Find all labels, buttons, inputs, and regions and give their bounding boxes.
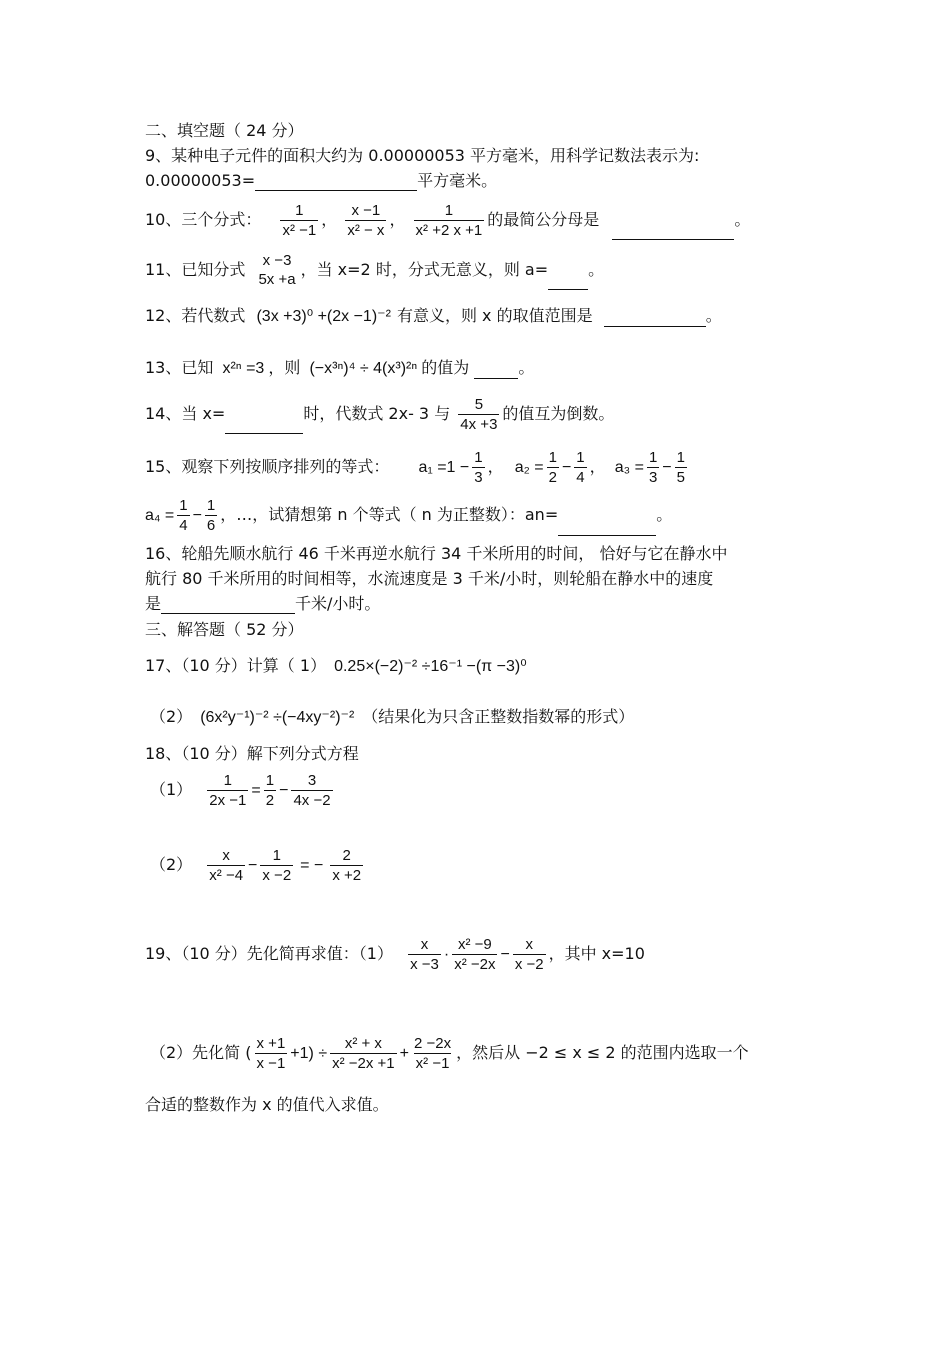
q15-a4-fraction-1: $\frac{1}{4}$ bbox=[179, 496, 188, 534]
q13: 13、已知 x²ⁿ =3 ，则 (−x³ⁿ)⁴ ÷ 4(x³)²ⁿ 的值为 。 bbox=[145, 358, 535, 377]
q19-p2-fraction-1: $\frac{x +1}{x -1}$ bbox=[256, 1034, 286, 1072]
q9-line1: 9、某种电子元件的面积大约为 0.00000053 平方毫米，用科学记数法表示为: bbox=[145, 146, 700, 165]
q11-answer-blank bbox=[548, 273, 588, 290]
q12: 12、若代数式 (3x +3)⁰ +(2x −1)⁻² 有意义，则 x 的取值范围是 。 bbox=[145, 306, 722, 325]
q10-fraction-2: $\frac{x -1}{\text{x² − x}}$ bbox=[347, 201, 385, 239]
q15-a3-fraction-1: $\frac{1}{3}$ bbox=[648, 448, 658, 486]
q18-p1-fraction-3: $\frac{3}{4x -2}$ bbox=[293, 771, 331, 809]
q9-suffix: 平方毫米。 bbox=[417, 171, 498, 190]
q13-given: x²ⁿ =3 bbox=[222, 360, 265, 377]
q17-line2: （2） (6x²y⁻¹)⁻² ÷(−4xy⁻²)⁻² （结果化为只含正整数指数幂的形式） bbox=[150, 707, 635, 726]
q16-answer-blank bbox=[161, 597, 295, 614]
q18-part2: （2） $\frac{x}{\text{x² −4}}$ − $\frac{1}{x -2}$ = − $\frac{2}{x +2}$ bbox=[150, 846, 362, 884]
q15-a2-fraction-1: $\frac{1}{2}$ bbox=[548, 448, 557, 486]
q19-part2: （2）先化简 ( $\frac{x +1}{x -1}$ +1) ÷ $\frac{\text{x² + x}}{\text{x² −2x +1}}$ + $\frac{2 -2x}{\text{x² −1}}$ ，然后从 −2 ≤ x ≤ 2 的范围内选取一个 bbox=[150, 1034, 749, 1072]
q15-line2-text: ，…，试猜想第 n 个等式（ n 为正整数）：an= bbox=[220, 505, 559, 524]
q18-p1-fraction-2: $\frac{1}{2}$ bbox=[265, 771, 275, 809]
q12-expression: (3x +3)⁰ +(2x −1)⁻² bbox=[256, 308, 391, 325]
q17-expression-1: 0.25×(−2)⁻² ÷16⁻¹ −(π −3)⁰ bbox=[334, 658, 527, 675]
q11-prefix: 11、已知分式 bbox=[145, 260, 246, 279]
q18-p2-fraction-3: $\frac{2}{x +2}$ bbox=[332, 846, 362, 884]
q14-prefix: 14、当 x= bbox=[145, 404, 226, 423]
q13-answer-blank bbox=[474, 362, 518, 379]
q18-title: 18、（10 分）解下列分式方程 bbox=[145, 744, 359, 763]
q19-suffix: ，其中 x=10 bbox=[548, 944, 645, 963]
q18-p2-fraction-2: $\frac{1}{x -2}$ bbox=[262, 846, 292, 884]
q15-a1-fraction: $\frac{1}{3}$ bbox=[474, 448, 483, 486]
q19-p2-fraction-3: $\frac{2 -2x}{\text{x² −1}}$ bbox=[413, 1034, 452, 1072]
q9-answer-blank bbox=[255, 174, 417, 191]
q19-part1: 19、（10 分）先化简再求值：（1） $\frac{x}{x -3}$ · $\frac{\text{x² −9}}{\text{x² −2x}}$ − $\frac{x}{x -2}$ ，其中 x=10 bbox=[145, 935, 645, 973]
q15-a4-fraction-2: $\frac{1}{6}$ bbox=[206, 496, 216, 534]
q10-suffix: 的最简公分母是 bbox=[487, 210, 600, 229]
q19-p2-fraction-2: $\frac{\text{x² + x}}{\text{x² −2x +1}}$ bbox=[332, 1034, 395, 1072]
q13-prefix: 13、已知 bbox=[145, 358, 214, 377]
q14-suffix: 的值互为倒数。 bbox=[502, 404, 615, 423]
q19-fraction-2: $\frac{\text{x² −9}}{\text{x² −2x}}$ bbox=[454, 935, 496, 973]
q13-suffix: 的值为 bbox=[421, 358, 470, 377]
q18-p1-fraction-1: $\frac{1}{2x -1}$ bbox=[209, 771, 247, 809]
q19-part2-line2: 合适的整数作为 x 的值代入求值。 bbox=[145, 1095, 389, 1114]
q15-line2: a₄ = $\frac{1}{4}$ − $\frac{1}{6}$ ，…，试猜想第 n 个等式（ n 为正整数）：an= 。 bbox=[145, 495, 672, 536]
q17-line1: 17、（10 分）计算（ 1） 0.25×(−2)⁻² ÷16⁻¹ −(π −3)⁰ bbox=[145, 656, 527, 675]
q15-prefix: 15、观察下列按顺序排列的等式： bbox=[145, 457, 390, 476]
q10-answer-blank bbox=[612, 223, 734, 240]
q17-note: （结果化为只含正整数指数幂的形式） bbox=[362, 707, 635, 726]
q16-line1: 16、轮船先顺水航行 46 千米再逆水航行 34 千米所用的时间， 恰好与它在静水中 bbox=[145, 544, 728, 563]
q15-a3-fraction-2: $\frac{1}{5}$ bbox=[676, 448, 685, 486]
q10-fraction-3: $\frac{1}{\text{x² +2 x +1}}$ bbox=[415, 201, 483, 239]
q11: 11、已知分式 x −3 5x +a ，当 x=2 时，分式无意义，则 a= 。 bbox=[145, 252, 605, 288]
section-3-title: 三、解答题（ 52 分） bbox=[145, 620, 304, 639]
q19-fraction-1: $\frac{x}{x -3}$ bbox=[410, 935, 439, 973]
q14-answer-blank bbox=[225, 417, 303, 434]
q14 bbox=[145, 394, 614, 434]
q18-part1: （1） $\frac{1}{2x -1}$ = $\frac{1}{2}$ − $\frac{3}{4x -2}$ bbox=[150, 771, 331, 809]
section-2-title: 二、填空题（ 24 分） bbox=[145, 121, 304, 140]
q18-p2-fraction-1: $\frac{x}{\text{x² −4}}$ bbox=[209, 846, 244, 884]
q14-fraction: $\frac{5}{4x +3}$ bbox=[460, 395, 498, 433]
q16-line3: 是 千米/小时。 bbox=[145, 594, 381, 613]
q17-expression-2: (6x²y⁻¹)⁻² ÷(−4xy⁻²)⁻² bbox=[200, 709, 355, 726]
q14-mid: 时，代数式 2x- 3 与 bbox=[303, 404, 451, 423]
q10-fraction-1: $\frac{1}{\text{x² −1}}$ bbox=[282, 201, 317, 239]
q9-prefix: 0.00000053= bbox=[145, 171, 256, 190]
q12-suffix: 有意义，则 x 的取值范围是 bbox=[396, 306, 593, 325]
q15-line1: 15、观察下列按顺序排列的等式： a₁ =1 − $\frac{1}{3}$ ， a₂ = $\frac{1}{2}$ − $\frac{1}{4}$ ， a₃ = $\frac{1}{3}$ − $\frac{1}{5}$ bbox=[145, 448, 685, 486]
q19-fraction-3: $\frac{x}{x -2}$ bbox=[514, 935, 544, 973]
q11-fraction: x −3 5x +a bbox=[258, 252, 296, 288]
q10-prefix: 10、三个分式： bbox=[145, 210, 262, 229]
q9-line2 bbox=[145, 171, 497, 191]
q19-p2-suffix: ，然后从 −2 ≤ x ≤ 2 的范围内选取一个 bbox=[456, 1043, 749, 1062]
q11-mid: ，当 x=2 时，分式无意义，则 a= bbox=[300, 260, 549, 279]
q16-line2: 航行 80 千米所用的时间相等，水流速度是 3 千米/小时，则轮船在静水中的速度 bbox=[145, 569, 714, 588]
q10: 10、三个分式： $\frac{1}{\text{x² −1}}$ ， $\frac{x -1}{\text{x² − x}}$ ， $\frac{1}{\text{x² +2 x +1}}$ 的最简公分母是 。 bbox=[145, 201, 751, 239]
q15-a2-fraction-2: $\frac{1}{4}$ bbox=[576, 448, 585, 486]
q15-answer-blank bbox=[558, 519, 656, 536]
q13-expression: (−x³ⁿ)⁴ ÷ 4(x³)²ⁿ bbox=[309, 360, 418, 377]
q12-answer-blank bbox=[604, 310, 706, 327]
q12-prefix: 12、若代数式 bbox=[145, 306, 246, 325]
